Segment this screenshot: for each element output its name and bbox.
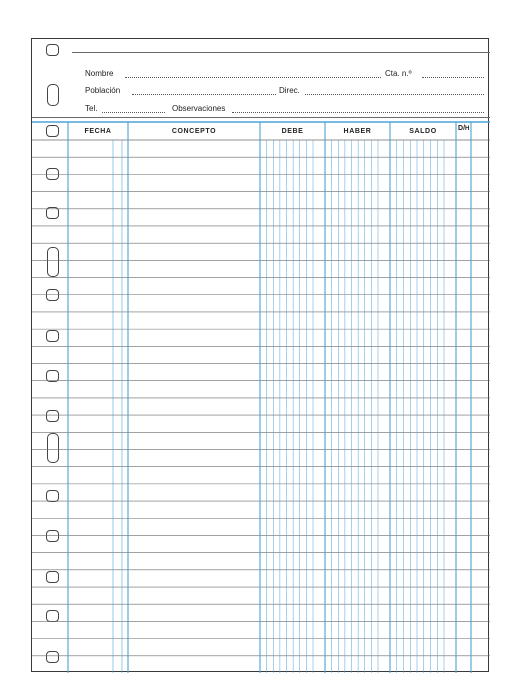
poblacion-label: Población — [85, 86, 121, 95]
dh-debe-letter: D — [458, 125, 464, 132]
column-header-haber: HABER — [343, 128, 372, 135]
nombre-label: Nombre — [85, 69, 114, 78]
ledger-grid — [32, 39, 490, 673]
column-header-saldo: SALDO — [409, 128, 437, 135]
tel-label: Tel. — [85, 104, 98, 113]
dh-haber-letter: H — [465, 126, 470, 132]
direc-label: Direc. — [279, 86, 300, 95]
observaciones-label: Observaciones — [172, 104, 226, 113]
column-header-fecha: FECHA — [84, 128, 112, 135]
cta-label: Cta. n.º — [385, 69, 412, 78]
ledger-sheet — [31, 38, 489, 672]
column-header-concepto: CONCEPTO — [171, 128, 217, 135]
dh-slash: / — [463, 125, 466, 132]
column-header-debe: DEBE — [281, 128, 304, 135]
